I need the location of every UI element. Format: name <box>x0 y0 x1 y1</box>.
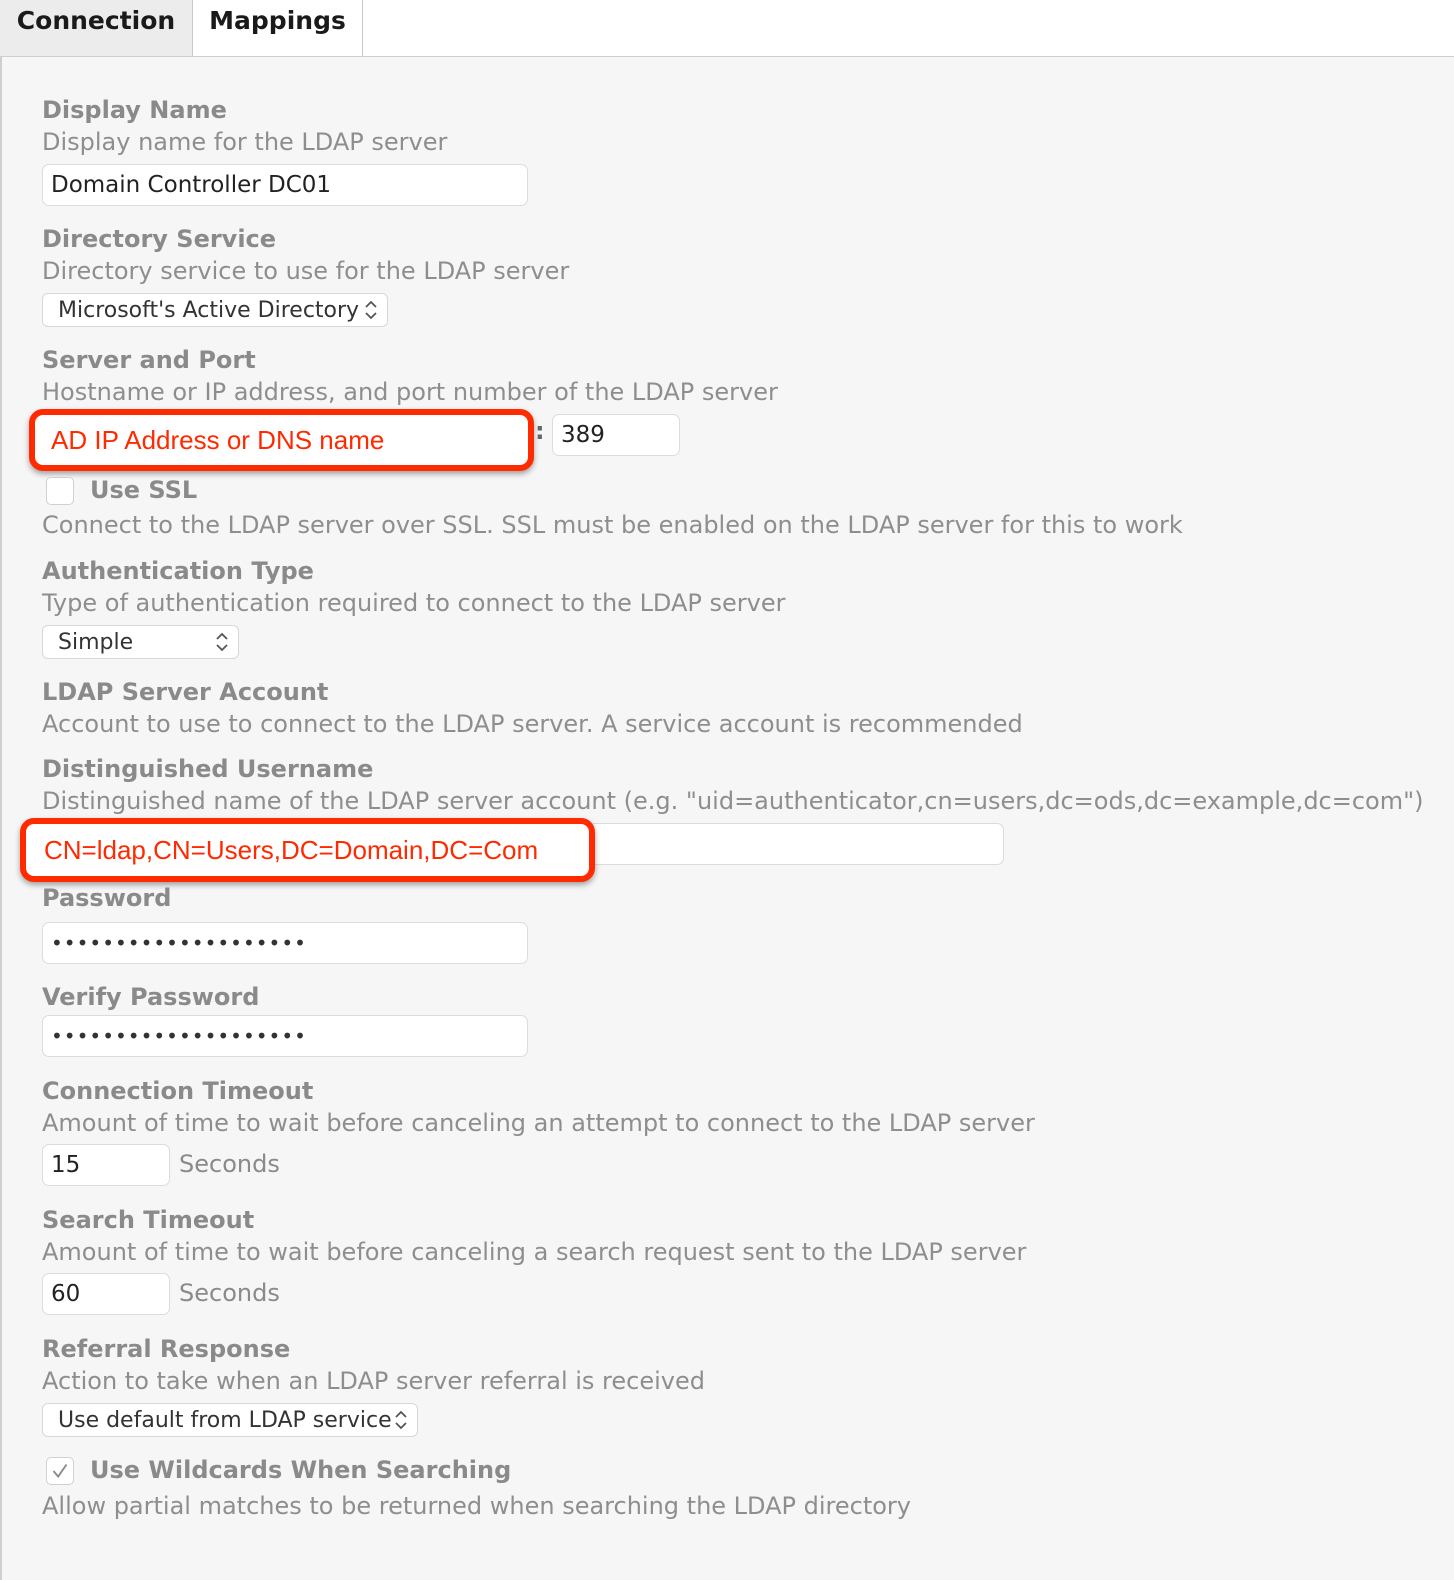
display-name-field[interactable] <box>42 164 528 206</box>
password-field[interactable] <box>42 922 528 964</box>
use-ssl-description: Connect to the LDAP server over SSL. SSL must be enabled on the LDAP server for this to work <box>42 511 1183 539</box>
display-name-description: Display name for the LDAP server <box>42 128 448 156</box>
tab-bar <box>0 0 1454 57</box>
directory-service-description: Directory service to use for the LDAP server <box>42 257 570 285</box>
search-timeout-label: Search Timeout <box>42 1206 255 1234</box>
chevron-updown-icon <box>393 1409 409 1431</box>
chevron-updown-icon <box>214 631 230 653</box>
display-name-label: Display Name <box>42 96 227 124</box>
verify-password-field[interactable] <box>42 1015 528 1057</box>
server-port-description: Hostname or IP address, and port number of the LDAP server <box>42 378 778 406</box>
port-value: 389 <box>561 422 605 448</box>
wildcards-checkbox[interactable] <box>46 1457 74 1485</box>
checkmark-icon <box>47 1458 73 1484</box>
referral-response-value: Use default from LDAP service <box>58 1407 392 1433</box>
dn-username-field[interactable] <box>20 818 595 882</box>
server-account-description: Account to use to connect to the LDAP server. A service account is recommended <box>42 710 1023 738</box>
directory-service-select[interactable] <box>42 293 388 327</box>
dn-username-description: Distinguished name of the LDAP server account (e.g. "uid=authenticator,cn=users,dc=ods,dc=example,dc=com") <box>42 787 1424 815</box>
use-ssl-label: Use SSL <box>90 476 198 504</box>
connection-timeout-field[interactable] <box>42 1144 170 1186</box>
server-account-label: LDAP Server Account <box>42 678 329 706</box>
directory-service-label: Directory Service <box>42 225 277 253</box>
server-address-value: AD IP Address or DNS name <box>51 424 385 455</box>
port-separator: : <box>535 417 545 445</box>
port-field[interactable] <box>552 414 680 456</box>
connection-timeout-unit: Seconds <box>179 1150 280 1178</box>
search-timeout-description: Amount of time to wait before canceling a search request sent to the LDAP server <box>42 1238 1027 1266</box>
verify-password-value: •••••••••••••••••••• <box>51 1024 307 1048</box>
display-name-value: Domain Controller DC01 <box>51 172 332 198</box>
dn-username-value: CN=ldap,CN=Users,DC=Domain,DC=Com <box>44 834 539 865</box>
connection-timeout-label: Connection Timeout <box>42 1077 314 1105</box>
verify-password-label: Verify Password <box>42 983 260 1011</box>
tab-connection[interactable]: Connection <box>0 0 193 57</box>
auth-type-description: Type of authentication required to connect to the LDAP server <box>42 589 786 617</box>
auth-type-value: Simple <box>58 629 134 655</box>
dn-username-label: Distinguished Username <box>42 755 374 783</box>
password-label: Password <box>42 884 172 912</box>
wildcards-description: Allow partial matches to be returned when searching the LDAP directory <box>42 1492 911 1520</box>
auth-type-label: Authentication Type <box>42 557 314 585</box>
directory-service-value: Microsoft's Active Directory <box>58 297 360 323</box>
auth-type-select[interactable] <box>42 625 239 659</box>
connection-timeout-value: 15 <box>51 1152 81 1178</box>
referral-response-select[interactable] <box>42 1403 418 1437</box>
tab-mappings[interactable]: Mappings <box>193 0 363 57</box>
connection-timeout-description: Amount of time to wait before canceling an attempt to connect to the LDAP server <box>42 1109 1035 1137</box>
server-address-field[interactable] <box>29 409 534 471</box>
search-timeout-unit: Seconds <box>179 1279 280 1307</box>
referral-response-description: Action to take when an LDAP server referral is received <box>42 1367 705 1395</box>
referral-response-label: Referral Response <box>42 1335 291 1363</box>
use-ssl-checkbox[interactable] <box>46 477 74 505</box>
server-port-label: Server and Port <box>42 346 256 374</box>
chevron-updown-icon <box>363 299 379 321</box>
wildcards-label: Use Wildcards When Searching <box>90 1456 512 1484</box>
search-timeout-value: 60 <box>51 1281 81 1307</box>
search-timeout-field[interactable] <box>42 1273 170 1315</box>
password-value: •••••••••••••••••••• <box>51 931 307 955</box>
